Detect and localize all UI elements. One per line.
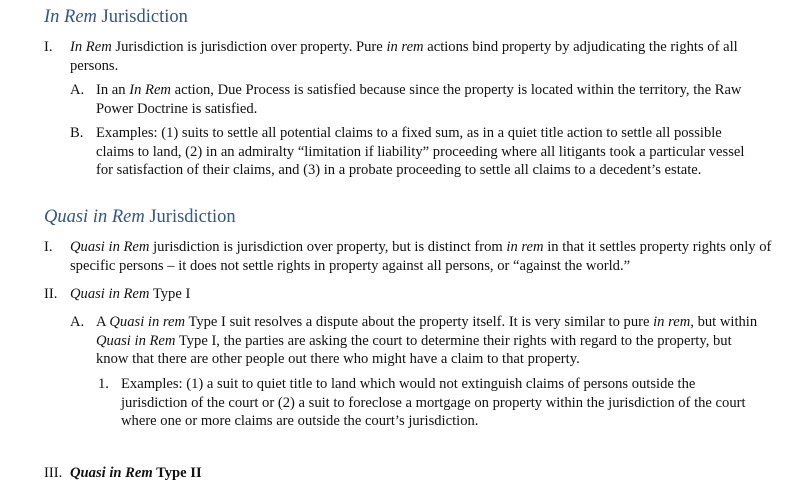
text-segment: Type II [152,465,202,481]
text-segment: jurisdiction is jurisdiction over property, but is distinct from [149,239,507,255]
text-segment: actions bind property by adjudicating the rights of all persons. [70,39,738,74]
heading-italic-part: In Rem [44,7,97,27]
outline-text [70,238,772,275]
text-segment: Quasi in Rem [70,286,150,302]
text-segment: Examples: (1) suits to settle all potential claims to a fixed sum, as in a quiet title action to settle all possible claims to land, (2) in an admiralty “limitation if liability” proceeding where all litigants took a particular vessel for satisfaction of their claims, and (3) in a probate proceeding to settle all claims to a decedent’s estate. [96,125,745,179]
outline-number: II. [44,286,58,302]
text-segment: Type I, the parties are asking the court to determine their rights with regard to the property, but know that there are other people out there who might have a claim to that property. [96,332,732,368]
outline-item-in-rem-a [70,81,764,119]
text-segment: Jurisdiction is jurisdiction over property. Pure [111,39,387,55]
outline-text [96,124,760,180]
text-segment: In Rem [129,82,171,98]
outline-text [96,313,760,369]
outline-item-quasi-ii-a-1 [98,375,764,433]
outline-number: A. [70,82,85,98]
text-segment: In an [96,82,130,98]
outline-item-in-rem-b [70,124,764,200]
outline-number: 1. [98,376,109,392]
heading-quasi-in-rem-jurisdiction [44,206,236,228]
outline-item-in-rem-i [44,38,764,76]
outline-number: I. [44,239,53,255]
outline-text [70,464,760,483]
heading-italic-part: Quasi in Rem [44,207,145,227]
text-segment: A [96,314,110,330]
text-segment: in rem [506,239,544,255]
outline-item-quasi-i [44,238,774,276]
outline-item-quasi-ii [44,285,764,305]
outline-text [70,38,760,75]
text-segment: Examples: (1) a suit to quiet title to land which would not extinguish claims of persons outside the jurisdiction of the court or (2) a suit to foreclose a mortgage on property within the jurisdiction of the court where one or more claims are outside the court’s jurisdiction. [121,376,746,430]
outline-item-quasi-ii-a [70,313,764,371]
text-segment: Quasi in Rem [70,239,150,255]
text-segment: Quasi in Rem [96,332,176,349]
text-segment: In Rem [70,39,112,55]
outline-text [121,375,761,431]
text-segment: in rem [653,314,691,330]
outline-number: A. [70,314,85,330]
heading-rest-part: Jurisdiction [144,207,236,227]
outline-text [70,285,760,304]
outline-item-quasi-iii [44,464,764,484]
text-segment: , but within [690,314,758,330]
outline-number: B. [70,125,84,141]
outline-text [96,81,760,118]
outline-number: I. [44,39,53,55]
heading-in-rem-jurisdiction [44,6,188,28]
text-segment: Quasi in Rem [70,465,153,481]
outline-number: III. [44,465,63,481]
text-segment: Quasi in rem [109,314,186,330]
heading-rest-part: Jurisdiction [96,7,188,27]
text-segment: Type I suit resolves a dispute about the property itself. It is very similar to pure [185,314,654,330]
text-segment: action, Due Process is satisfied because since the property is located within the territory, the Raw Power Doctrine is satisfied. [96,82,742,117]
text-segment: in rem [386,39,424,55]
text-segment: in that it settles property rights only of specific persons – it does not settle rights in property against all persons, or “against the world.” [70,239,772,274]
text-segment: Type I [149,286,191,302]
